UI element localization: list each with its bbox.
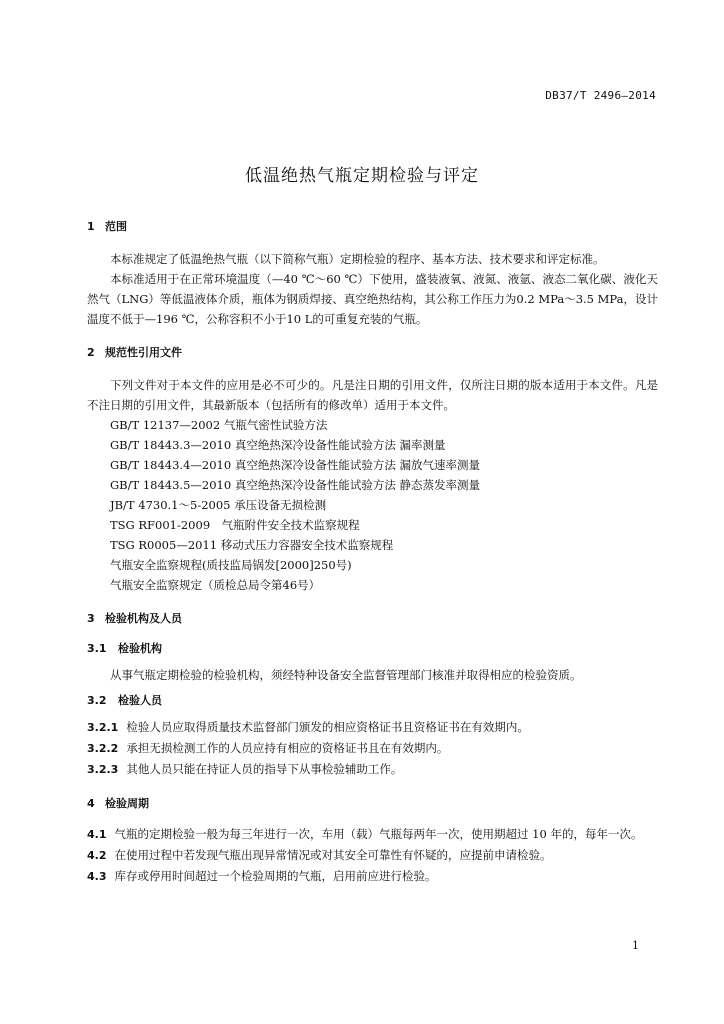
- section-title: 范围: [105, 220, 127, 233]
- reference-item: TSG RF001-2009 气瓶附件安全技术监察规程: [110, 518, 360, 532]
- clause-number: 4.2: [87, 849, 107, 862]
- reference-item: TSG R0005—2011 移动式压力容器安全技术监察规程: [110, 538, 394, 552]
- clause: [87, 759, 658, 780]
- section-number: 2: [87, 346, 95, 359]
- reference-item: GB/T 12137—2002 气瓶气密性试验方法: [110, 418, 328, 432]
- subsection-heading-personnel: [87, 691, 658, 711]
- paragraph: 从事气瓶定期检验的检验机构，须经特种设备安全监督管理部门核准并取得相应的检验资质。: [110, 668, 582, 682]
- reference-item: GB/T 18443.4—2010 真空绝热深冷设备性能试验方法 漏放气速率测量: [110, 458, 480, 472]
- section-number: 4: [87, 797, 95, 810]
- section-heading-period: [87, 794, 658, 814]
- clause: [87, 717, 658, 738]
- clause-text: 库存或停用时间超过一个检验周期的气瓶，启用前应进行检验。: [114, 869, 437, 883]
- section-number: 3: [87, 612, 95, 625]
- section-number: 1: [87, 220, 95, 233]
- subsection-heading-institution: [87, 639, 658, 659]
- section-title: 检验机构及人员: [105, 612, 182, 625]
- document-body: [87, 217, 658, 887]
- paragraph: 本标准适用于在正常环境温度（—40 ℃～60 ℃）下使用，盛装液氧、液氮、液氩、液态二氧化碳、液化天然气（LNG）等低温液体介质，瓶体为钢质焊接、真空绝热结构，其公称工作压力为0.2 MPa～3.5 MPa，设计温度不低于—196 ℃，公称容积不小于10 L的可重复充装的气瓶。: [87, 272, 658, 326]
- clause-number: 3.2.2: [87, 742, 119, 755]
- reference-item: 气瓶安全监察规程(质技监局锅发[2000]250号): [110, 558, 352, 572]
- standard-code: DB37/T 2496—2014: [545, 89, 656, 102]
- clause: [87, 738, 658, 759]
- clause: [87, 824, 658, 845]
- subsection-number: 3.1: [87, 642, 107, 655]
- reference-item: GB/T 18443.5—2010 真空绝热深冷设备性能试验方法 静态蒸发率测量: [110, 478, 480, 492]
- paragraph: 下列文件对于本文件的应用是必不可少的。凡是注日期的引用文件，仅所注日期的版本适用于本文件。凡是不注日期的引用文件，其最新版本（包括所有的修改单）适用于本文件。: [87, 378, 658, 412]
- clause: [87, 845, 658, 866]
- section-heading-scope: [87, 217, 658, 237]
- section-title: 检验周期: [105, 797, 149, 810]
- clause-text: 承担无损检测工作的人员应持有相应的资格证书且在有效期内。: [126, 741, 449, 755]
- document-title: 低温绝热气瓶定期检验与评定: [245, 166, 479, 186]
- subsection-title: 检验人员: [118, 694, 162, 707]
- reference-item: 气瓶安全监察规定（质检总局令第46号）: [110, 578, 321, 592]
- reference-item: GB/T 18443.3—2010 真空绝热深冷设备性能试验方法 漏率测量: [110, 438, 446, 452]
- clause: [87, 866, 658, 887]
- subsection-number: 3.2: [87, 694, 107, 707]
- clause-number: 3.2.1: [87, 721, 119, 734]
- clause-text: 气瓶的定期检验一般为每三年进行一次，车用（载）气瓶每两年一次，使用期超过 10 年的，每年一次。: [114, 827, 643, 841]
- section-heading-organization: [87, 609, 658, 629]
- clause-number: 4.3: [87, 870, 107, 883]
- clause-text: 检验人员应取得质量技术监督部门颁发的相应资格证书且资格证书在有效期内。: [126, 720, 529, 734]
- clause-number: 4.1: [87, 828, 107, 841]
- clause-text: 在使用过程中若发现气瓶出现异常情况或对其安全可靠性有怀疑的，应提前申请检验。: [114, 848, 552, 862]
- clause-text: 其他人员只能在持证人员的指导下从事检验辅助工作。: [126, 762, 403, 776]
- section-title: 规范性引用文件: [105, 346, 182, 359]
- clause-number: 3.2.3: [87, 763, 119, 776]
- paragraph: 本标准规定了低温绝热气瓶（以下简称气瓶）定期检验的程序、基本方法、技术要求和评定标准。: [110, 252, 605, 266]
- page-number: 1: [632, 939, 639, 952]
- section-heading-references: [87, 343, 658, 363]
- subsection-title: 检验机构: [118, 642, 162, 655]
- reference-item: JB/T 4730.1～5-2005 承压设备无损检测: [110, 498, 327, 512]
